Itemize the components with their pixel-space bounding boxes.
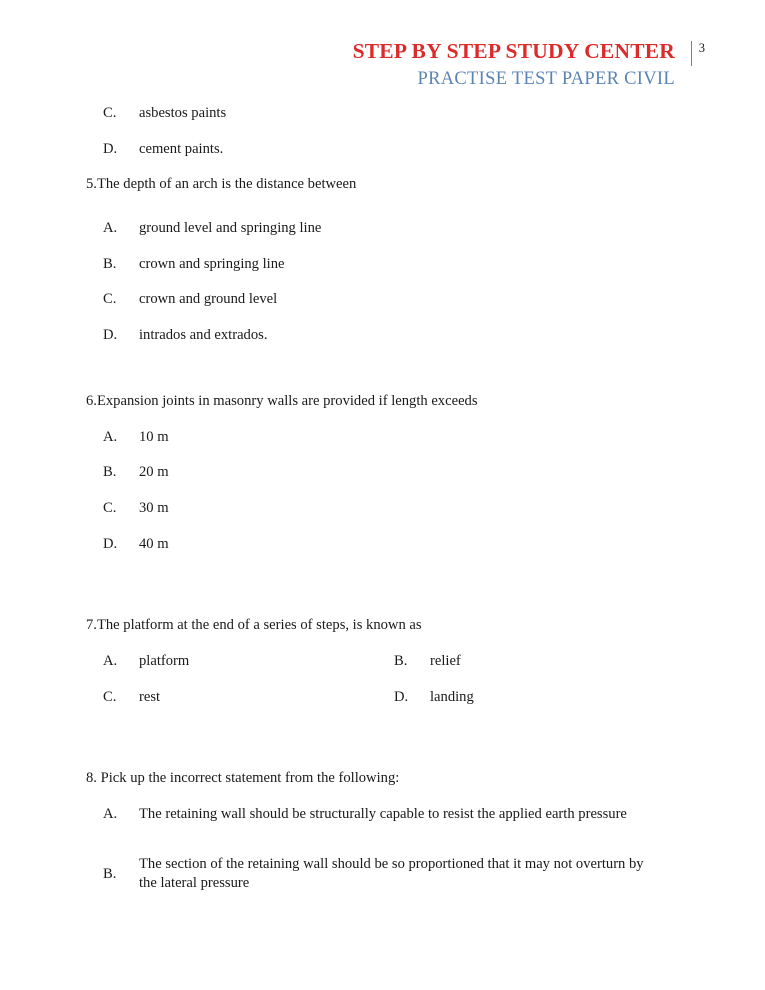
question-number: 7. <box>86 617 97 634</box>
option-text: platform <box>139 652 190 669</box>
question-body: Expansion joints in masonry walls are provided if length exceeds <box>96 392 478 409</box>
option-letter: D. <box>103 140 118 157</box>
option-cell <box>394 688 705 708</box>
option-letter: B. <box>394 652 408 669</box>
question-text-7 <box>0 616 765 636</box>
question-text-6 <box>0 392 765 412</box>
question-number: 6. <box>86 392 97 409</box>
document-body <box>0 104 765 894</box>
option-row <box>0 463 765 483</box>
option-letter: B. <box>103 865 117 882</box>
option-row <box>0 219 765 239</box>
option-letter: B. <box>103 255 117 272</box>
option-text: 10 m <box>139 428 169 445</box>
option-row <box>0 855 765 894</box>
option-row <box>0 652 765 672</box>
option-text: ground level and springing line <box>139 220 322 237</box>
question-block-7 <box>0 616 765 707</box>
option-row <box>0 805 765 825</box>
option-letter: C. <box>103 499 117 516</box>
option-letter: D. <box>103 535 118 552</box>
option-cell <box>394 652 705 672</box>
option-letter: D. <box>103 327 118 344</box>
option-text: The retaining wall should be structurally capable to resist the applied earth pressure <box>139 806 627 822</box>
header-divider-rule <box>691 41 692 66</box>
option-letter: A. <box>103 806 118 822</box>
brand-title: STEP BY STEP STUDY CENTER <box>352 39 675 63</box>
question-block-5 <box>0 175 765 345</box>
page-header <box>0 40 765 102</box>
option-row <box>0 290 765 310</box>
question-body: The platform at the end of a series of steps, is known as <box>96 617 422 634</box>
question-number: 5. <box>86 176 97 193</box>
option-cell <box>103 688 394 708</box>
continued-options-block <box>0 104 765 159</box>
question-block-6 <box>0 392 765 554</box>
option-letter: C. <box>103 688 117 705</box>
option-row <box>0 326 765 346</box>
question-block-8 <box>0 769 765 894</box>
option-row <box>0 428 765 448</box>
page-number-group <box>691 41 705 67</box>
option-text: The section of the retaining wall should be so proportioned that it may not overturn by the lateral pressure <box>139 855 644 892</box>
option-letter: A. <box>103 220 118 237</box>
option-row <box>0 499 765 519</box>
option-text: crown and springing line <box>139 255 285 272</box>
option-row <box>0 688 765 708</box>
option-text: 30 m <box>139 499 169 516</box>
brand-title-row <box>353 40 675 63</box>
option-cell <box>103 652 394 672</box>
question-body: The depth of an arch is the distance between <box>96 176 357 193</box>
option-text: crown and ground level <box>139 291 278 308</box>
option-letter: B. <box>103 464 117 481</box>
option-text: 20 m <box>139 464 169 481</box>
option-row <box>0 535 765 555</box>
option-row <box>0 255 765 275</box>
option-letter: A. <box>103 428 118 445</box>
page-number: 3 <box>698 41 705 55</box>
option-letter: C. <box>103 291 117 308</box>
brand-subtitle: PRACTISE TEST PAPER CIVIL <box>417 69 675 89</box>
option-letter: D. <box>394 688 409 705</box>
question-text-8 <box>0 769 765 789</box>
option-text: 40 m <box>139 535 169 552</box>
option-row <box>0 140 765 160</box>
option-letter: A. <box>103 652 118 669</box>
option-text: rest <box>139 688 161 705</box>
question-number: 8. <box>86 770 97 787</box>
option-text: cement paints. <box>139 140 224 157</box>
option-text: landing <box>430 688 474 705</box>
option-text: relief <box>430 652 461 669</box>
question-text-5 <box>0 175 765 195</box>
option-letter: C. <box>103 105 117 121</box>
question-body: Pick up the incorrect statement from the following: <box>100 770 400 787</box>
option-text: intrados and extrados. <box>139 327 268 344</box>
option-row <box>0 104 765 124</box>
option-text: asbestos paints <box>139 105 227 121</box>
